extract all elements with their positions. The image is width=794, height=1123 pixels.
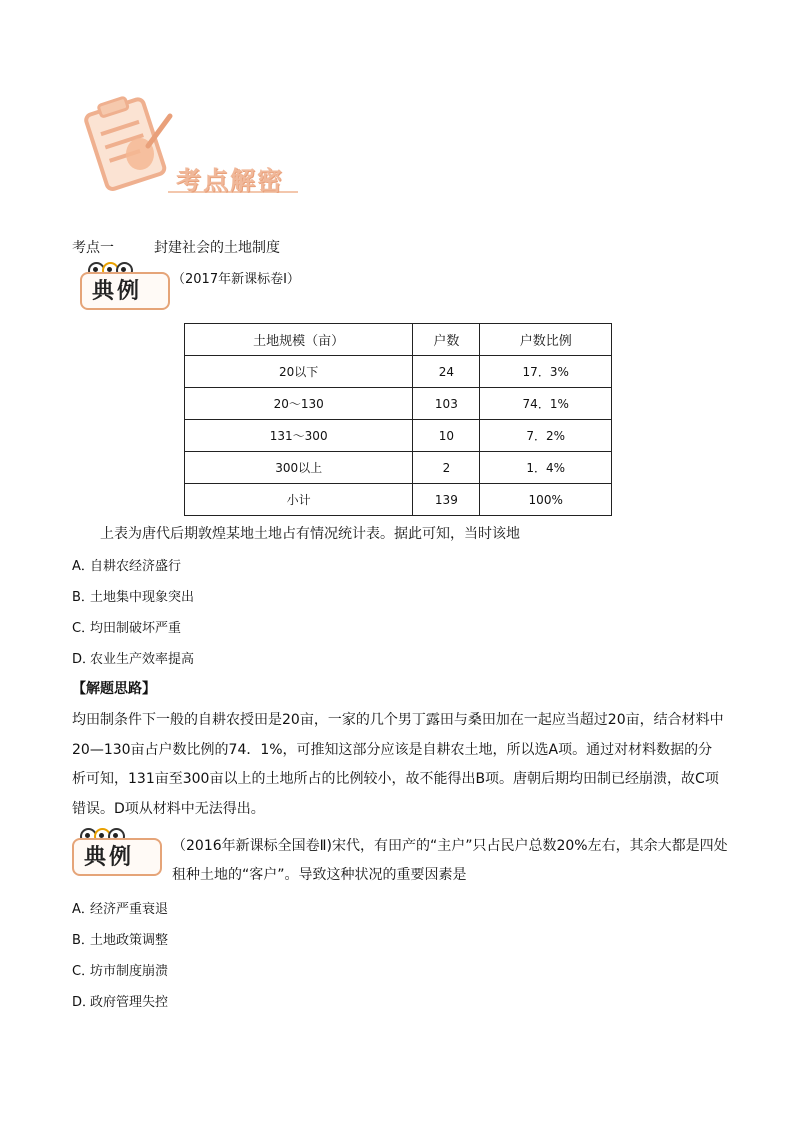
table-cell: 20以下 (185, 356, 413, 388)
option-a (72, 555, 181, 574)
table-cell: 300以上 (185, 452, 413, 484)
table-header-cell: 户数比例 (480, 324, 612, 356)
option-label: D． (72, 995, 96, 1010)
option-text: 政府管理失控 (90, 995, 169, 1010)
analysis-body: 均田制条件下一般的自耕农授田是20亩，一家的几个男丁露田与桑田加在一起应当超过20亩，结合材料中20—130亩占户数比例的74．1%，可推知这部分应该是自耕农土地，所以选A项。通过对材料数据的分析可知，131亩至300亩以上的土地所占的比例较小，故不能得出B项。唐朝后期均田制已经崩溃，故C项错误。D项从材料中无法得出。 (72, 712, 724, 817)
option-label: A． (72, 559, 94, 574)
option-label: C． (72, 964, 95, 979)
table-cell: 103 (413, 388, 480, 420)
option-label: B． (72, 590, 94, 605)
option-label: A． (72, 902, 94, 917)
option-c (72, 960, 168, 979)
table-cell: 10 (413, 420, 480, 452)
question-stem: 上表为唐代后期敦煌某地土地占有情况统计表。据此可知，当时该地 (100, 526, 520, 542)
table-row (185, 420, 612, 452)
table-cell: 1．4% (480, 452, 612, 484)
table-cell: 24 (413, 356, 480, 388)
option-b (72, 586, 194, 605)
option-text: 经济严重衰退 (90, 902, 169, 917)
table-row (185, 452, 612, 484)
option-label: C． (72, 621, 95, 636)
question-stem: （2016年新课标全国卷Ⅱ)宋代，有田产的“主户”只占民户总数20%左右，其余大都是四处租种土地的“客户”。导致这种状况的重要因素是 (172, 838, 728, 883)
table-row (185, 388, 612, 420)
option-d (72, 648, 194, 667)
table-cell: 139 (413, 484, 480, 516)
example-badge (72, 828, 168, 874)
option-c (72, 617, 181, 636)
badge-label: 典例 (84, 844, 135, 870)
table-header-cell: 土地规模（亩） (185, 324, 413, 356)
option-text: 农业生产效率提高 (90, 652, 195, 667)
section-title: 封建社会的土地制度 (154, 240, 280, 256)
option-text: 土地政策调整 (90, 933, 169, 948)
option-text: 自耕农经济盛行 (90, 559, 182, 574)
example-badge (80, 262, 176, 308)
badge-label: 典例 (92, 278, 143, 304)
option-d (72, 991, 168, 1010)
table-cell: 小计 (185, 484, 413, 516)
option-text: 坊市制度崩溃 (90, 964, 169, 979)
table-row (185, 484, 612, 516)
section-number: 考点一 (72, 240, 114, 256)
option-a (72, 898, 168, 917)
option-text: 均田制破坏严重 (90, 621, 182, 636)
table-row (185, 356, 612, 388)
table-cell: 74．1% (480, 388, 612, 420)
analysis-heading: 【解题思路】 (72, 681, 156, 697)
option-text: 土地集中现象突出 (90, 590, 195, 605)
option-label: D． (72, 652, 96, 667)
option-b (72, 929, 168, 948)
option-label: B． (72, 933, 94, 948)
table-cell: 20～130 (185, 388, 413, 420)
table-cell: 131～300 (185, 420, 413, 452)
banner-title: 考点解密 (176, 166, 285, 195)
table-cell: 100% (480, 484, 612, 516)
section-heading (72, 237, 280, 257)
table-header-row (185, 324, 612, 356)
table-cell: 2 (413, 452, 480, 484)
question-source: （2017年新课标卷Ⅰ） (172, 272, 300, 287)
table-cell: 17．3% (480, 356, 612, 388)
land-table (184, 323, 612, 516)
table-cell: 7．2% (480, 420, 612, 452)
table-header-cell: 户数 (413, 324, 480, 356)
